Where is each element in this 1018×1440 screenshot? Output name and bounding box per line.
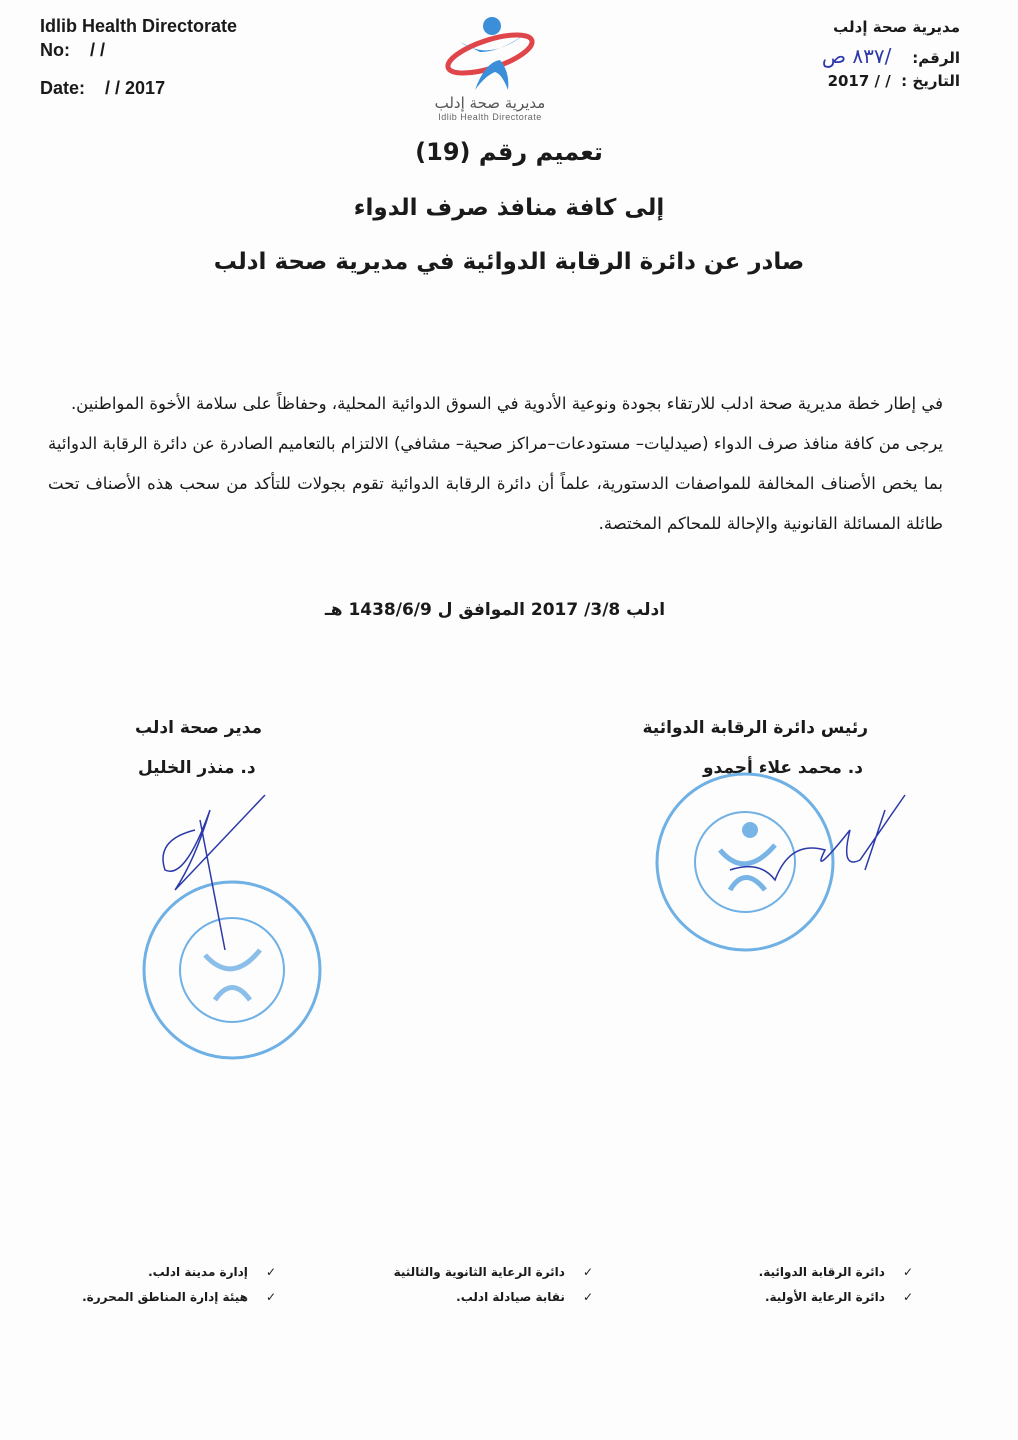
header-date-en xyxy=(40,78,165,99)
no-value-ar: /٨٣٧ ص xyxy=(821,44,892,68)
distribution-item xyxy=(759,1260,913,1285)
distribution-col-2 xyxy=(394,1260,593,1310)
signature-right-title: رئيس دائرة الرقابة الدوائية xyxy=(642,718,868,738)
distribution-col-3 xyxy=(82,1260,276,1310)
logo-figure-icon xyxy=(440,12,540,92)
no-value: / / xyxy=(90,40,106,60)
check-icon: ✓ xyxy=(902,1290,913,1304)
signature-left-title: مدير صحة ادلب xyxy=(135,718,263,738)
logo-text-ar: مديرية صحة إدلب xyxy=(434,94,546,112)
no-label-ar: الرقم: xyxy=(912,49,960,67)
distribution-label: دائرة الرعاية الأولية. xyxy=(764,1290,885,1304)
date-label: Date: xyxy=(40,78,86,98)
distribution-label: هيئة إدارة المناطق المحررة. xyxy=(82,1290,248,1304)
header-date-ar xyxy=(828,72,960,90)
issuer-title: صادر عن دائرة الرقابة الدوائية في مديرية صحة ادلب xyxy=(213,249,805,275)
distribution-col-1 xyxy=(759,1260,913,1310)
signature-right-name: د. محمد علاء أحمدو xyxy=(702,758,863,778)
logo xyxy=(420,12,560,122)
signature-left-name: د. منذر الخليل xyxy=(138,758,256,778)
check-icon: ✓ xyxy=(902,1265,913,1279)
check-icon: ✓ xyxy=(582,1290,593,1304)
stamp-left-icon xyxy=(135,780,335,1070)
check-icon: ✓ xyxy=(265,1265,276,1279)
no-label: No: xyxy=(40,40,70,60)
date-value-ar: / / 2017 xyxy=(827,72,891,90)
header-no-en xyxy=(40,40,105,61)
header-org-en: Idlib Health Directorate xyxy=(40,16,238,36)
stamp-right-icon xyxy=(650,770,930,970)
check-icon: ✓ xyxy=(582,1265,593,1279)
distribution-item xyxy=(394,1285,593,1310)
paragraph-2: يرجى من كافة منافذ صرف الدواء (صيدليات– مستودعات–مراكز صحية– مشافي) الالتزام بالتعاميم الصادرة عن دائرة الرقابة الدوائية بما يخص الأصناف المخالفة للمواصفات الدستورية، علماً أن دائرة الرقابة الدوائية تقوم بجولات للتأكد من سحب هذه الأصناف تحت طائلة المسائلة القانونية والإحالة للمحاكم المختصة. xyxy=(48,434,943,533)
logo-text-en: Idlib Health Directorate xyxy=(438,112,542,122)
date-value: / / 2017 xyxy=(105,78,166,98)
date-label-ar: التاريخ : xyxy=(901,72,960,90)
body-text xyxy=(48,384,943,544)
distribution-label: نقابة صيادلة ادلب. xyxy=(456,1290,565,1304)
distribution-item xyxy=(394,1260,593,1285)
distribution-item xyxy=(82,1285,276,1310)
header-org-ar: مديرية صحة إدلب xyxy=(833,18,960,36)
distribution-item xyxy=(82,1260,276,1285)
distribution-label: دائرة الرقابة الدوائية. xyxy=(758,1265,885,1279)
header-no-ar xyxy=(822,44,960,68)
circular-number: تعميم رقم (19) xyxy=(415,138,603,166)
distribution-item xyxy=(759,1285,913,1310)
distribution-label: دائرة الرعاية الثانوية والثالثية xyxy=(393,1265,565,1279)
paragraph-1: في إطار خطة مديرية صحة ادلب للارتقاء بجودة ونوعية الأدوية في السوق الدوائية المحلية، وحفاظاً على سلامة الأخوة المواطنين. xyxy=(70,394,943,413)
distribution-label: إدارة مدينة ادلب. xyxy=(148,1265,248,1279)
check-icon: ✓ xyxy=(265,1290,276,1304)
recipient-title: إلى كافة منافذ صرف الدواء xyxy=(353,195,665,221)
date-line: ادلب 3/8/ 2017 الموافق ل 1438/6/9 هـ xyxy=(324,600,666,620)
